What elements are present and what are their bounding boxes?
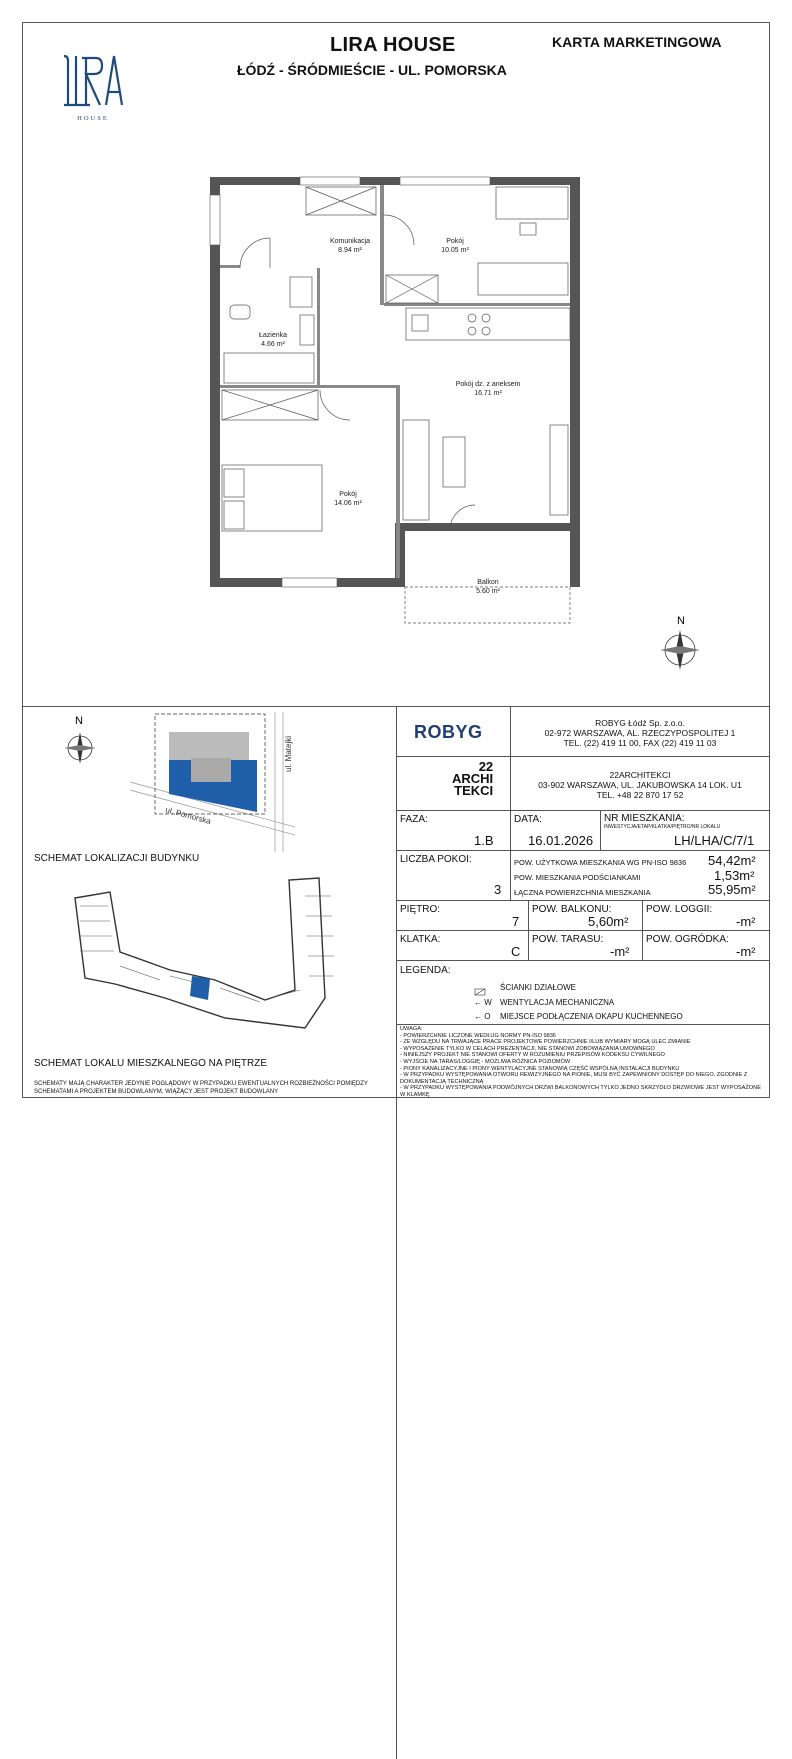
row-divider — [396, 756, 770, 757]
data-label: DATA: — [514, 814, 542, 825]
floor-plan — [200, 165, 600, 645]
balkon-label: POW. BALKONU: — [532, 904, 612, 915]
note-line: - W PRZYPADKU WYSTĘPOWANIA PODWÓJNYCH DRZWI BALKONOWYCH TYLKO JEDNO SKRZYDŁO DRZWIOWE JEST WYPOSAŻONE W KLAMKĘ — [400, 1085, 761, 1098]
row-divider — [396, 850, 770, 851]
architect-phone: TEL. +48 22 870 17 52 — [596, 790, 684, 800]
note-line: - WYPOSAŻENIE TYLKO W CELACH PREZENTACJI, NIE STANOWI ZOBOWIĄZANIA UMOWNEGO — [400, 1045, 655, 1052]
col-divider — [510, 810, 511, 850]
room-balkon-name: Balkon — [477, 579, 499, 586]
page-subtitle: ŁÓDŹ - ŚRÓDMIEŚCIE - UL. POMORSKA — [237, 62, 507, 78]
pietro-label: PIĘTRO: — [400, 904, 441, 915]
room-komunikacja-name: Komunikacja — [329, 238, 371, 245]
lira-house-logo — [58, 52, 128, 124]
room-salon-area: 16.71 m² — [474, 390, 502, 397]
developer-address: 02-972 WARSZAWA, AL. RZECZYPOSPOLITEJ 1 — [544, 728, 736, 738]
room-balkon-area: 5.60 m² — [476, 588, 500, 595]
pokoje-value: 3 — [494, 882, 502, 897]
note-line: - WYJŚCIE NA TARAS/LOGGIĘ - MOŻLIWA RÓŻNICA POZIOMÓW — [400, 1058, 571, 1065]
floor-schematic — [70, 876, 355, 1036]
note-line: - PIONY KANALIZACYJNE I PIONY WENTYLACYJNE STANOWIĄ CZĘŚĆ WSPÓLNĄ INSTALACJI BUDYNKU — [400, 1065, 680, 1072]
room-salon-name: Pokój dz. z aneksem — [455, 381, 521, 388]
developer-info — [510, 718, 770, 748]
row-divider — [396, 960, 770, 961]
room-lazienka-area: 4.66 m² — [261, 341, 285, 348]
area-use-value: 54,42m² — [708, 853, 756, 868]
note-line: - NINIEJSZY PROJEKT NIE STANOWI OFERTY W ROZUMIENIU PRZEPISÓW KODEKSU CYWILNEGO — [400, 1052, 665, 1059]
row-divider — [396, 1024, 770, 1025]
balkon-value: 5,60m² — [588, 914, 629, 929]
notes-title: UWAGA: — [400, 1026, 423, 1032]
legend-item-ventilation: WENTYLACJA MECHANICZNA — [500, 998, 615, 1007]
room-pokoj1-area: 10.05 m² — [441, 247, 469, 254]
row-divider — [396, 810, 770, 811]
hood-icon: ← O — [474, 1012, 491, 1021]
note-line: - ZE WZGLĘDU NA TRWAJĄCE PRACE PROJEKTOWE POWIERZCHNIE I/LUB WYMIARY MOGĄ ULEC ZMIANIE — [400, 1039, 691, 1046]
partition-wall-icon — [474, 983, 486, 991]
col-divider — [510, 850, 511, 900]
room-lazienka-name: Łazienka — [258, 332, 288, 339]
room-pokoj2-name: Pokój — [339, 491, 357, 498]
note-line: - W PRZYPADKU WYSTĘPOWANIA OTWORU REWIZYJNEGO NA PIONIE, MUSI BYĆ ZAPEWNIONY DOSTĘP DO NIEGO, ZGODNIE Z DOKUMENTACJĄ TECHNICZNĄ — [400, 1072, 748, 1085]
site-schematic — [125, 712, 305, 852]
nr-value: LH/LHA/C/7/1 — [674, 833, 755, 848]
row-divider — [396, 900, 770, 901]
faza-value: 1.B — [474, 833, 494, 848]
loggia-value: -m² — [736, 914, 756, 929]
col-divider — [600, 810, 601, 850]
card-type-label: KARTA MARKETINGOWA — [552, 34, 722, 50]
taras-value: -m² — [610, 944, 630, 959]
disclaimer: SCHEMATY MAJĄ CHARAKTER JEDYNIE POGLĄDOWY W PRZYPADKU EWENTUALNYCH ROZBIEŻNOŚCI POMIĘDZY SCHEMATAMI A PROJEKTEM BUDOWLANYM, WIĄŻĄCY JEST PROJEKT BUDOWLANY — [34, 1081, 368, 1095]
ventilation-icon: ← W — [474, 998, 492, 1007]
legend-symbol-w: W — [484, 998, 492, 1007]
ogrodek-value: -m² — [736, 944, 756, 959]
legend-item-partition: ŚCIANKI DZIAŁOWE — [500, 983, 577, 992]
area-slope-label: POW. MIESZKANIA PODŚCIANKAMI — [514, 873, 641, 882]
loggia-label: POW. LOGGII: — [646, 904, 713, 915]
room-pokoj2-area: 14.06 m² — [334, 500, 362, 507]
legend-title: LEGENDA: — [400, 965, 451, 976]
caption-location: SCHEMAT LOKALIZACJI BUDYNKU — [34, 853, 200, 864]
area-total-value: 55,95m² — [708, 882, 756, 897]
room-komunikacja-area: 8.94 m² — [338, 247, 362, 254]
street-pomorska: ul. Pomorska — [164, 805, 212, 827]
pietro-value: 7 — [512, 914, 520, 929]
architect-logo-line3: TEKCI — [454, 783, 494, 798]
architect-address: 03-902 WARSZAWA, UL. JAKUBOWSKA 14 LOK. U1 — [538, 780, 742, 790]
notes-block — [400, 1026, 764, 1099]
page-title: LIRA HOUSE — [330, 34, 456, 56]
developer-logo: ROBYG — [414, 722, 483, 742]
compass-plan — [658, 612, 702, 672]
area-use-label: POW. UŻYTKOWA MIESZKANIA WG PN-ISO 9836 — [514, 858, 687, 867]
column-divider — [396, 706, 397, 1759]
taras-label: POW. TARASU: — [532, 934, 604, 945]
architect-name: 22ARCHITEKCI — [609, 770, 671, 780]
faza-label: FAZA: — [400, 814, 428, 825]
compass-site-north: N — [75, 715, 83, 727]
street-matejki: ul. Matejki — [284, 735, 293, 772]
area-total-label: ŁĄCZNA POWIERZCHNIA MIESZKANIA — [514, 888, 651, 897]
compass-site — [60, 712, 100, 768]
architect-logo-line1: 22 — [478, 759, 494, 774]
klatka-label: KLATKA: — [400, 934, 441, 945]
caption-floor: SCHEMAT LOKALU MIESZKALNEGO NA PIĘTRZE — [34, 1058, 268, 1069]
klatka-value: C — [511, 944, 521, 959]
ogrodek-label: POW. OGRÓDKA: — [646, 934, 729, 945]
logo-house-text: HOUSE — [77, 115, 109, 122]
legend-symbol-o: O — [484, 1012, 491, 1021]
compass-north-letter: N — [677, 615, 685, 627]
developer-phone: TEL. (22) 419 11 00, FAX (22) 419 11 03 — [563, 738, 717, 748]
architect-info — [510, 770, 770, 800]
room-pokoj1-name: Pokój — [446, 238, 464, 245]
nr-sublabel: INWESTYCJA/ETAP/KLATKA/PIĘTRO/NR LOKALU — [604, 824, 721, 830]
architect-logo — [452, 761, 493, 797]
area-slope-value: 1,53m² — [714, 868, 755, 883]
architect-logo-line2: ARCHI — [452, 771, 494, 786]
note-line: - POWIERZCHNIE LICZONE WEDŁUG NORMY PN-ISO 9836 — [400, 1032, 556, 1039]
nr-label: NR MIESZKANIA: — [604, 813, 685, 824]
pokoje-label: LICZBA POKOI: — [400, 854, 472, 865]
row-divider — [396, 930, 770, 931]
data-value: 16.01.2026 — [528, 833, 594, 848]
legend-item-hood: MIEJSCE PODŁĄCZENIA OKAPU KUCHENNEGO — [500, 1012, 683, 1021]
developer-name: ROBYG Łódź Sp. z.o.o. — [595, 718, 685, 728]
